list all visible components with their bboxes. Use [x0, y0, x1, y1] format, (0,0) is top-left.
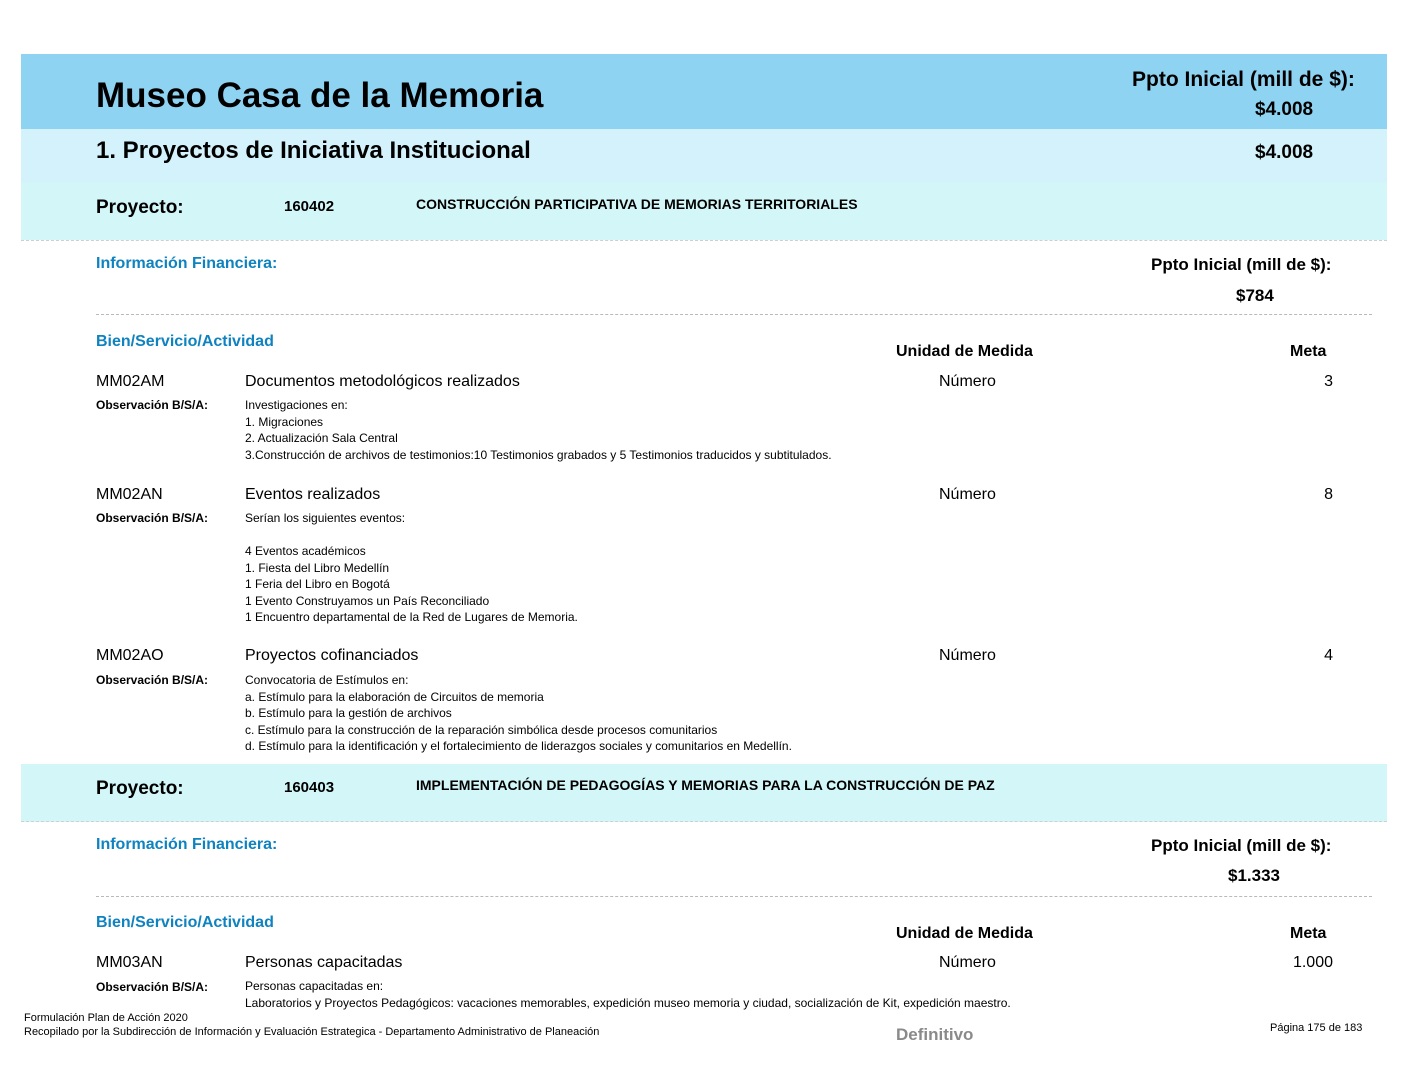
project-code: 160403 — [284, 779, 335, 796]
observation-label: Observación B/S/A: — [96, 980, 209, 994]
item-code: MM02AM — [96, 373, 165, 390]
observation-text: Investigaciones en: 1. Migraciones 2. Actualización Sala Central 3.Construcción de archivos de testimonios:10 Testimonios grabados y 5 Testimonios traducidos y subtitulados. — [245, 398, 832, 462]
observation-text: Serían los siguientes eventos: 4 Eventos académicos 1. Fiesta del Libro Medellín 1 Feria del Libro en Bogotá 1 Evento Construyamos un País Reconciliado 1 Encuentro departamental de la Red de Lugares de Memoria. — [245, 511, 578, 624]
page-title: Museo Casa de la Memoria — [96, 76, 544, 115]
meta-column-header: Meta — [1290, 343, 1327, 360]
project-label: Proyecto: — [96, 778, 184, 799]
observation-label: Observación B/S/A: — [96, 673, 209, 687]
item-description: Documentos metodológicos realizados — [245, 373, 520, 390]
section-title: 1. Proyectos de Iniciativa Institucional — [96, 137, 531, 164]
unit-column-header: Unidad de Medida — [896, 925, 1033, 942]
project-budget-label: Ppto Inicial (mill de $): — [1151, 255, 1332, 274]
project-budget-value: $784 — [1236, 286, 1274, 305]
footer-plan: Formulación Plan de Acción 2020 — [24, 1012, 188, 1024]
project-name: CONSTRUCCIÓN PARTICIPATIVA DE MEMORIAS TERRITORIALES — [416, 196, 858, 212]
item-description: Eventos realizados — [245, 486, 381, 503]
item-meta: 4 — [1324, 647, 1333, 664]
divider — [96, 896, 1372, 897]
item-unit: Número — [939, 647, 996, 664]
financial-info-label: Información Financiera: — [96, 836, 278, 853]
item-meta: 1.000 — [1292, 954, 1333, 971]
divider — [21, 821, 1387, 822]
observation-label: Observación B/S/A: — [96, 398, 209, 412]
project-budget-value: $1.333 — [1228, 866, 1280, 885]
project-code: 160402 — [284, 198, 335, 215]
project-name: IMPLEMENTACIÓN DE PEDAGOGÍAS Y MEMORIAS PARA LA CONSTRUCCIÓN DE PAZ — [416, 777, 995, 793]
item-code: MM02AO — [96, 647, 164, 664]
item-unit: Número — [939, 486, 996, 503]
observation-text: Personas capacitadas en: Laboratorios y Proyectos Pedagógicos: vacaciones memorables, expedición museo memoria y ciudad, socialización de Kit, expedición maestro. — [245, 979, 1011, 1010]
item-unit: Número — [939, 373, 996, 390]
item-description: Proyectos cofinanciados — [245, 647, 419, 664]
project-label: Proyecto: — [96, 197, 184, 218]
bien-servicio-header: Bien/Servicio/Actividad — [96, 914, 274, 931]
item-description: Personas capacitadas — [245, 954, 403, 971]
section-budget-value: $4.008 — [1255, 142, 1314, 163]
bien-servicio-header: Bien/Servicio/Actividad — [96, 333, 274, 350]
item-meta: 8 — [1324, 486, 1333, 503]
item-code: MM02AN — [96, 486, 163, 503]
meta-column-header: Meta — [1290, 925, 1327, 942]
project-budget-label: Ppto Inicial (mill de $): — [1151, 836, 1332, 855]
unit-column-header: Unidad de Medida — [896, 343, 1033, 360]
observation-label: Observación B/S/A: — [96, 511, 209, 525]
financial-info-label: Información Financiera: — [96, 255, 278, 272]
divider — [96, 314, 1372, 315]
header-budget-label: Ppto Inicial (mill de $): — [1132, 68, 1355, 91]
header-budget-value: $4.008 — [1255, 99, 1314, 120]
observation-text: Convocatoria de Estímulos en: a. Estímulo para la elaboración de Circuitos de memoria b. Estímulo para la gestión de archivos c. Estímulo para la construcción de la reparación simbólica desde procesos comunitarios d. Estímulo para la identificación y el fortalecimiento de liderazgos sociales y comunitarios en Medellín. — [245, 673, 792, 753]
item-code: MM03AN — [96, 954, 163, 971]
page-number: Página 175 de 183 — [1270, 1022, 1363, 1034]
item-unit: Número — [939, 954, 996, 971]
footer-compiled-by: Recopilado por la Subdirección de Información y Evaluación Estrategica - Departamento Administrativo de Planeación — [24, 1026, 600, 1038]
item-meta: 3 — [1324, 373, 1333, 390]
document-status: Definitivo — [896, 1025, 974, 1044]
divider — [21, 240, 1387, 241]
project-band — [21, 764, 1387, 822]
